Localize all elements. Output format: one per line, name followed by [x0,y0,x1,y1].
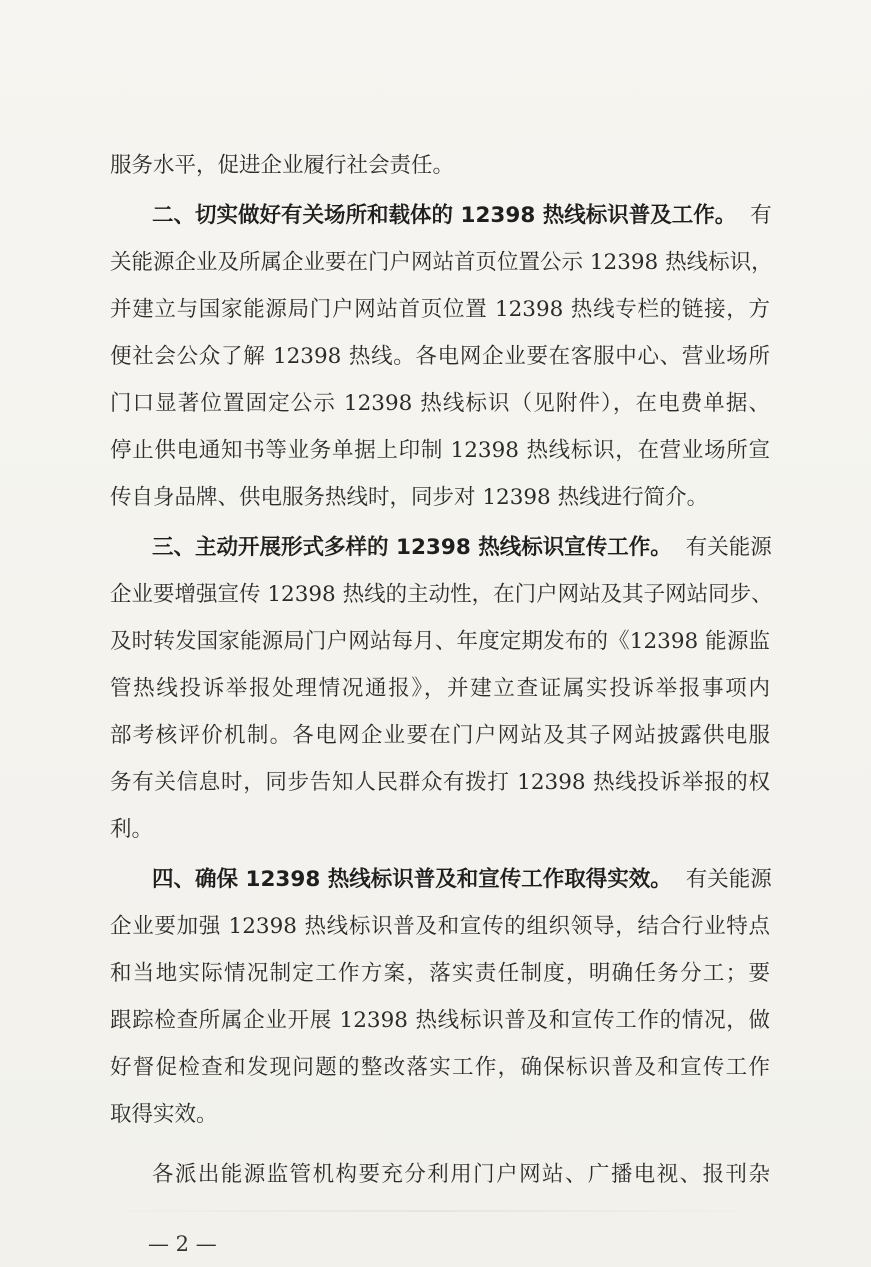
section-heading-2: 二、切实做好有关场所和载体的 12398 热线标识普及工作。 [152,203,737,228]
body-line: 及时转发国家能源局门户网站每月、年度定期发布的《12398 能源监 [110,629,770,654]
body-line: 和当地实际情况制定工作方案，落实责任制度，明确任务分工；要 [110,961,770,986]
body-line: 管热线投诉举报处理情况通报》，并建立查证属实投诉举报事项内 [110,676,770,701]
body-text: 有关能源 [685,535,772,560]
body-line: 关能源企业及所属企业要在门户网站首页位置公示 12398 热线标识， [110,250,773,275]
scan-artifact [80,1210,780,1212]
body-line: 并建立与国家能源局门户网站首页位置 12398 热线专栏的链接，方 [110,297,770,322]
body-line: 门口显著位置固定公示 12398 热线标识（见附件），在电费单据、 [110,391,770,416]
section-heading-4: 四、确保 12398 热线标识普及和宣传工作取得实效。 [152,867,672,892]
body-line: 服务水平，促进企业履行社会责任。 [110,153,455,178]
body-line: 跟踪检查所属企业开展 12398 热线标识普及和宣传工作的情况，做 [110,1008,770,1033]
body-line: 便社会公众了解 12398 热线。各电网企业要在客服中心、营业场所 [110,344,770,369]
page-number: — 2 — [148,1232,217,1256]
body-line: 传自身品牌、供电服务热线时，同步对 12398 热线进行简介。 [110,485,709,510]
body-text: 有关能源 [685,867,772,892]
body-line: 取得实效。 [110,1102,218,1127]
section-heading-3-line [152,536,770,560]
body-line: 利。 [110,817,154,842]
body-line: 各派出能源监管机构要充分利用门户网站、广播电视、报刊杂 [152,1162,770,1187]
section-heading-3: 三、主动开展形式多样的 12398 热线标识宣传工作。 [152,535,672,560]
body-line: 企业要加强 12398 热线标识普及和宣传的组织领导，结合行业特点 [110,914,770,939]
body-line: 务有关信息时，同步告知人民群众有拨打 12398 热线投诉举报的权 [110,770,770,795]
section-heading-2-line [152,204,770,228]
section-heading-4-line [152,868,770,892]
body-text: 有 [750,203,772,228]
body-line: 好督促检查和发现问题的整改落实工作，确保标识普及和宣传工作 [110,1055,770,1080]
body-line: 部考核评价机制。各电网企业要在门户网站及其子网站披露供电服 [110,723,770,748]
body-line: 停止供电通知书等业务单据上印制 12398 热线标识，在营业场所宣 [110,438,770,463]
body-line: 企业要增强宣传 12398 热线的主动性，在门户网站及其子网站同步、 [110,582,773,607]
